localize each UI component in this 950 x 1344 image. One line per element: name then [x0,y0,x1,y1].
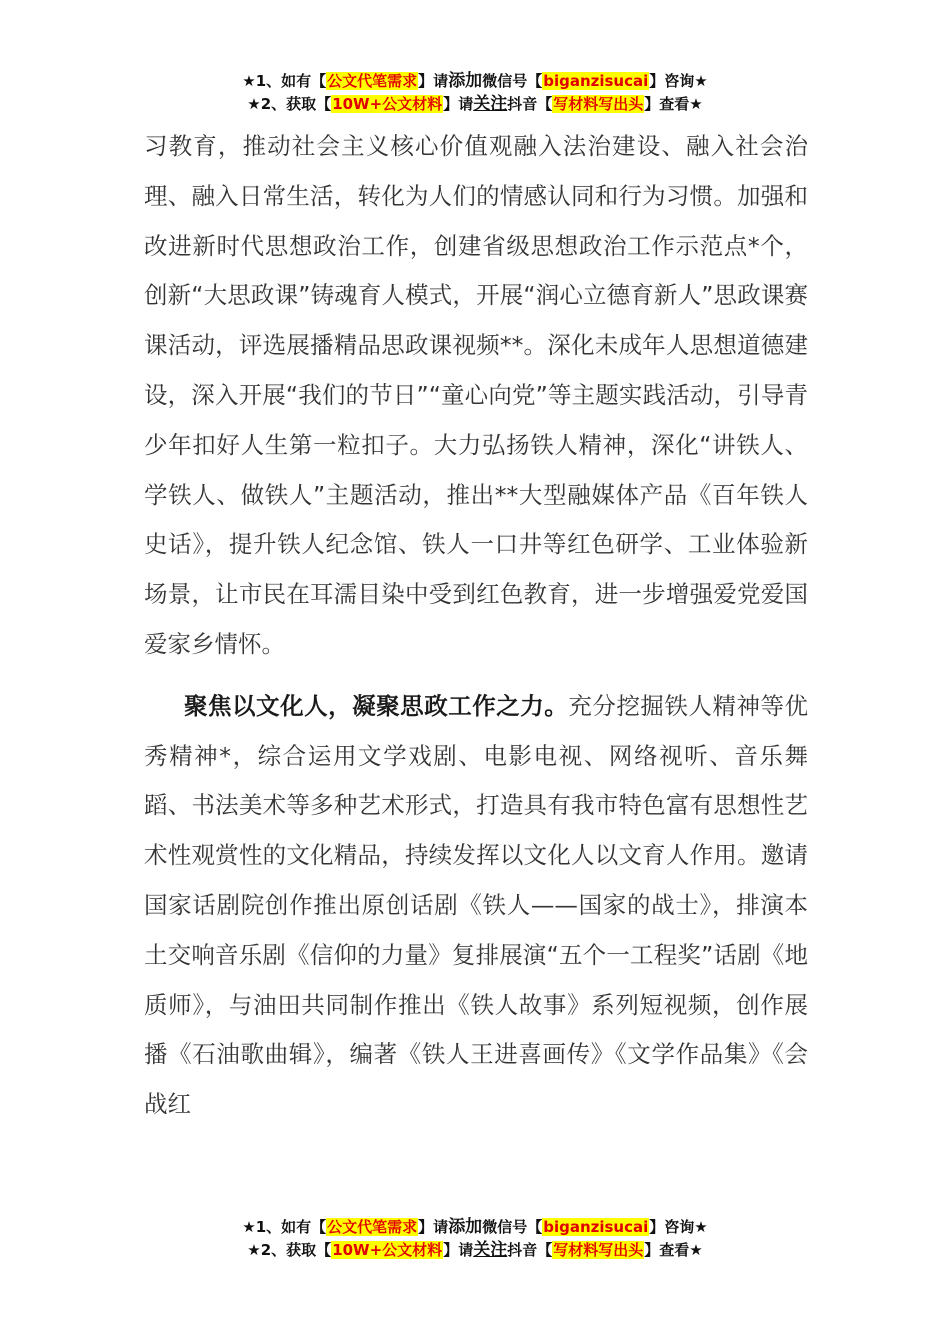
banner-highlight: 10W+公文材料 [332,1241,443,1259]
banner-text: ★1、如有【 [242,72,327,90]
paragraph-2 [144,682,808,1130]
banner-text: 】请 [443,1241,474,1259]
paragraph-lead-heading: 聚焦以文化人，凝聚思政工作之力。 [184,691,569,720]
banner-highlight: biganzisucai [543,72,649,90]
banner-line-2 [0,93,950,116]
banner-text: 抖音【 [507,95,553,113]
banner-line-1 [0,70,950,93]
banner-highlight: 10W+公文材料 [332,95,443,113]
banner-highlight: biganzisucai [543,1218,649,1236]
banner-line-2 [0,1239,950,1262]
paragraph-1: 习教育，推动社会主义核心价值观融入法治建设、融入社会治理、融入日常生活，转化为人们的情感认同和行为习惯。加强和改进新时代思想政治工作，创建省级思想政治工作示范点*个，创新“大思政课”铸魂育人模式，开展“润心立德育新人”思政课赛课活动，评选展播精品思政课视频**。深化未成年人思想道德建设，深入开展“我们的节日”“童心向党”等主题实践活动，引导青少年扣好人生第一粒扣子。大力弘扬铁人精神，深化“讲铁人、学铁人、做铁人”主题活动，推出**大型融媒体产品《百年铁人史话》，提升铁人纪念馆、铁人一口井等红色研学、工业体验新场景，让市民在耳濡目染中受到红色教育，进一步增强爱党爱国爱家乡情怀。 [144,132,808,658]
paragraph-2-text: 充分挖掘铁人精神等优秀精神*，综合运用文学戏剧、电影电视、网络视听、音乐舞蹈、书法美术等多种艺术形式，打造具有我市特色富有思想性艺术性观赏性的文化精品，持续发挥以文化人以文育人作用。邀请国家话剧院创作推出原创话剧《铁人——国家的战士》，排演本土交响音乐剧《信仰的力量》复排展演“五个一工程奖”话剧《地质师》，与油田共同制作推出《铁人故事》系列短视频，创作展播《石油歌曲辑》，编著《铁人王进喜画传》《文学作品集》《会战红 [144,691,809,1119]
banner-text: 】查看★ [644,1241,703,1259]
banner-highlight: 写材料写出头 [553,1241,644,1259]
banner-text: 抖音【 [507,1241,553,1259]
banner-text: 】查看★ [644,95,703,113]
banner-emphasis: 关注 [473,94,508,114]
header-banner [0,70,950,116]
banner-highlight: 公文代笔需求 [327,72,418,90]
banner-text: 】请 [443,95,474,113]
banner-line-1 [0,1216,950,1239]
banner-text: 】咨询★ [649,1218,708,1236]
banner-text: ★2、获取【 [247,1241,332,1259]
document-body [144,122,808,1130]
banner-text: ★1、如有【 [242,1218,327,1236]
banner-text: ★2、获取【 [247,95,332,113]
banner-highlight: 公文代笔需求 [327,1218,418,1236]
banner-emphasis: 添加 [448,71,483,91]
banner-emphasis: 关注 [473,1240,508,1260]
banner-text: 】咨询★ [649,72,708,90]
banner-emphasis: 添加 [448,1217,483,1237]
banner-highlight: 写材料写出头 [553,95,644,113]
footer-banner [0,1216,950,1262]
banner-text: 微信号【 [482,1218,543,1236]
banner-text: 】请 [418,1218,449,1236]
banner-text: 微信号【 [482,72,543,90]
banner-text: 】请 [418,72,449,90]
